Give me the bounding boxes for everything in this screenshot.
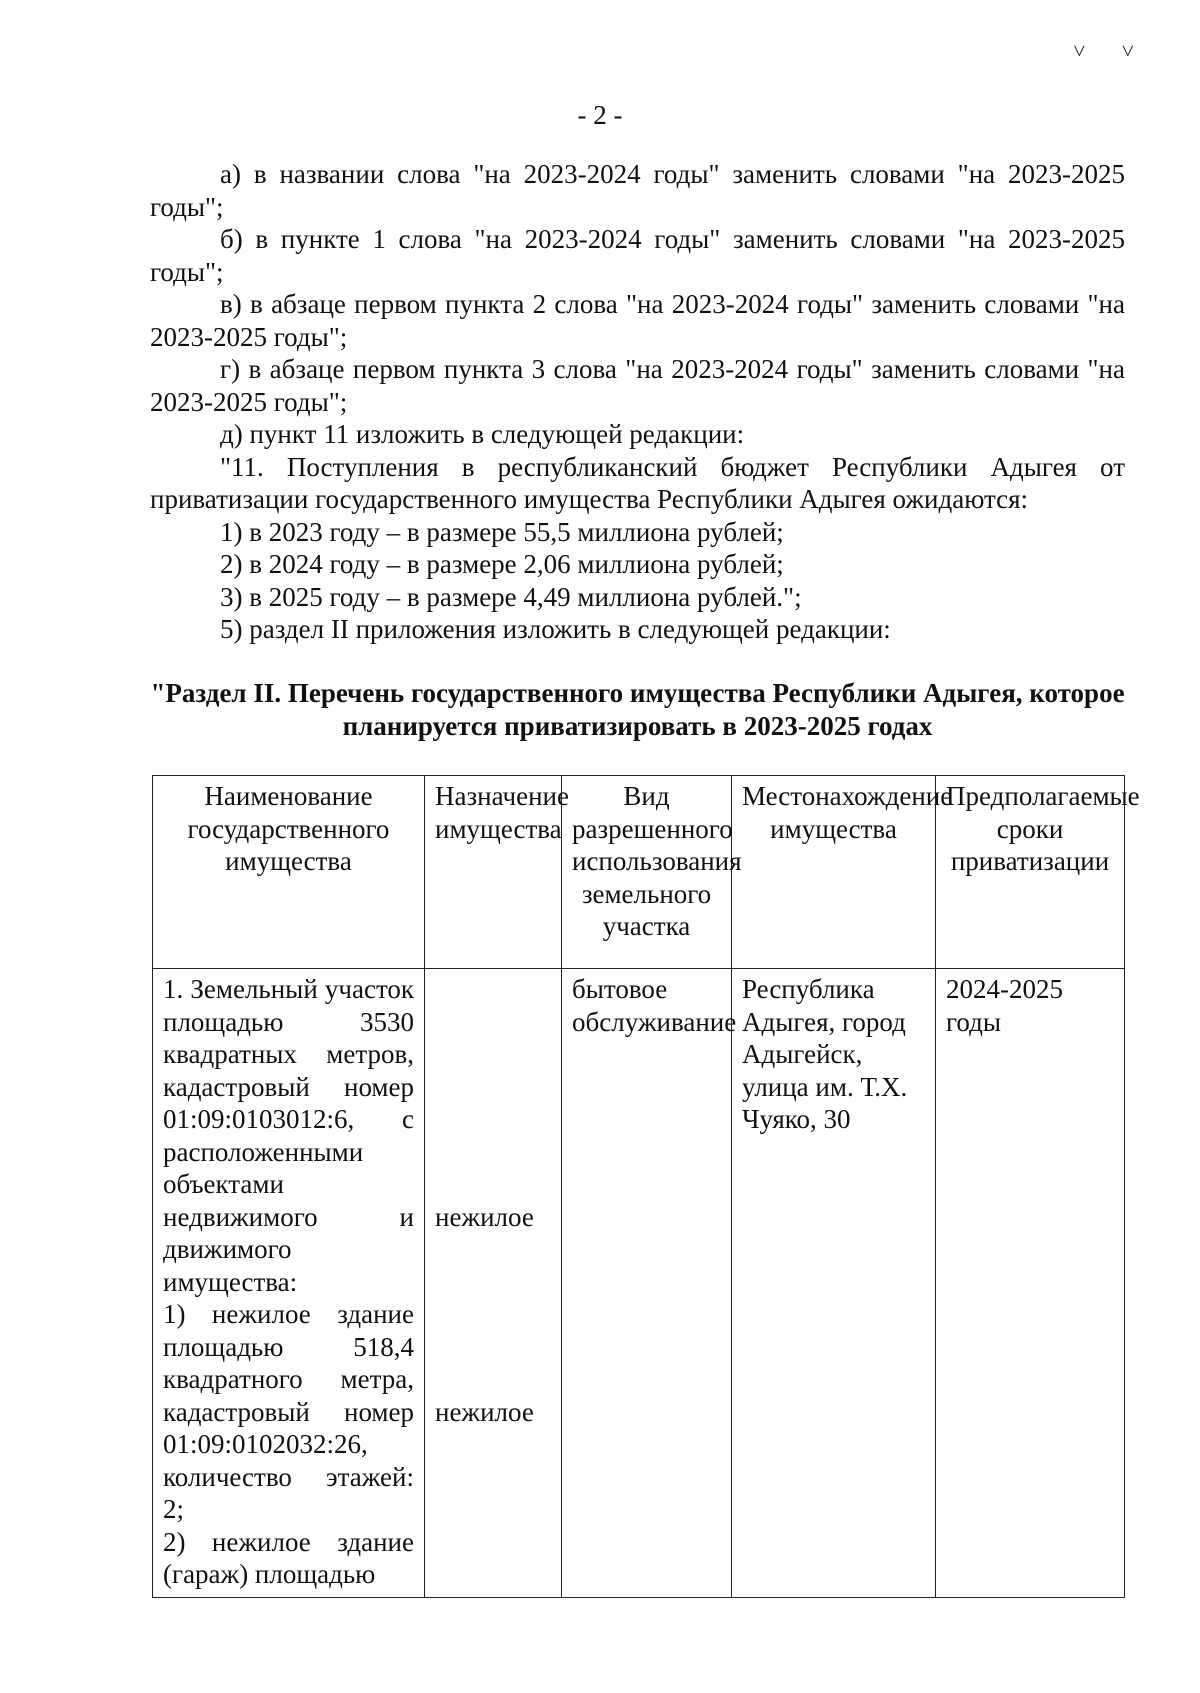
paragraph-point-11: "11. Поступления в республиканский бюджет Республики Адыгея от приватизации государственного имущества Республики Адыгея ожидаются: <box>150 451 1125 514</box>
paragraph-2024: 2) в 2024 году – в размере 2,06 миллиона рублей; <box>220 549 784 579</box>
paragraph-2023: 1) в 2023 году – в размере 55,5 миллиона рублей; <box>220 516 784 547</box>
name-sub1: 1) нежилое здание площадью 518,4 квадратного метра, кадастровый номер 01:09:0102032:26, количество этажей: 2; <box>163 1299 414 1524</box>
scan-marks: ˅˅ <box>1073 38 1170 63</box>
purpose-sub1: нежилое <box>435 1201 534 1232</box>
paragraph-b: б) в пункте 1 слова "на 2023-2024 годы" заменить словами "на 2023-2025 годы"; <box>150 224 1125 287</box>
purpose-spacer-1 <box>435 973 551 1201</box>
cell-name <box>153 969 425 1598</box>
header-purpose: Назначение имущества <box>425 776 562 969</box>
paragraph-g: г) в абзаце первом пункта 3 слова "на 2023-2024 годы" заменить словами "на 2023-2025 годы"; <box>150 354 1125 417</box>
cell-period: 2024-2025 годы <box>936 969 1125 1598</box>
paragraph-5: 5) раздел II приложения изложить в следующей редакции: <box>220 614 891 644</box>
cell-land-use: бытовое обслуживание <box>562 969 732 1598</box>
table-header-row <box>153 776 1125 969</box>
purpose-sub2: нежилое <box>435 1396 534 1427</box>
header-land-use: Вид разрешенного использования земельного участка <box>562 776 732 969</box>
cell-location: Республика Адыгея, город Адыгейск, улица им. Т.Х. Чуяко, 30 <box>732 969 936 1598</box>
paragraph-a: а) в названии слова "на 2023-2024 годы" заменить словами "на 2023-2025 годы"; <box>150 159 1125 222</box>
name-sub2: 2) нежилое здание (гараж) площадью <box>163 1526 414 1589</box>
section-title: "Раздел II. Перечень государственного имущества Республики Адыгея, которое планируется приватизировать в 2023-2025 годах <box>150 678 1125 741</box>
paragraph-2025: 3) в 2025 году – в размере 4,49 миллиона рублей."; <box>220 581 802 612</box>
paragraph-d: д) пункт 11 изложить в следующей редакции: <box>220 419 745 449</box>
purpose-spacer-2 <box>435 1233 551 1396</box>
paragraph-v: в) в абзаце первом пункта 2 слова "на 2023-2024 годы" заменить словами "на 2023-2025 годы"; <box>150 289 1125 352</box>
header-location: Местонахождение имущества <box>732 776 936 969</box>
page-number: - 2 - <box>577 100 623 130</box>
document-body <box>150 158 1125 646</box>
header-period: Предполагаемые сроки приватизации <box>936 776 1125 969</box>
cell-purpose <box>425 969 562 1598</box>
name-main: 1. Земельный участок площадью 3530 квадратных метров, кадастровый номер 01:09:0103012:6, с расположенными объектами недвижимого и движимого имущества: <box>163 974 414 1297</box>
property-table <box>152 775 1140 1598</box>
table-row <box>153 969 1125 1598</box>
header-name: Наименование государственного имущества <box>153 776 425 969</box>
